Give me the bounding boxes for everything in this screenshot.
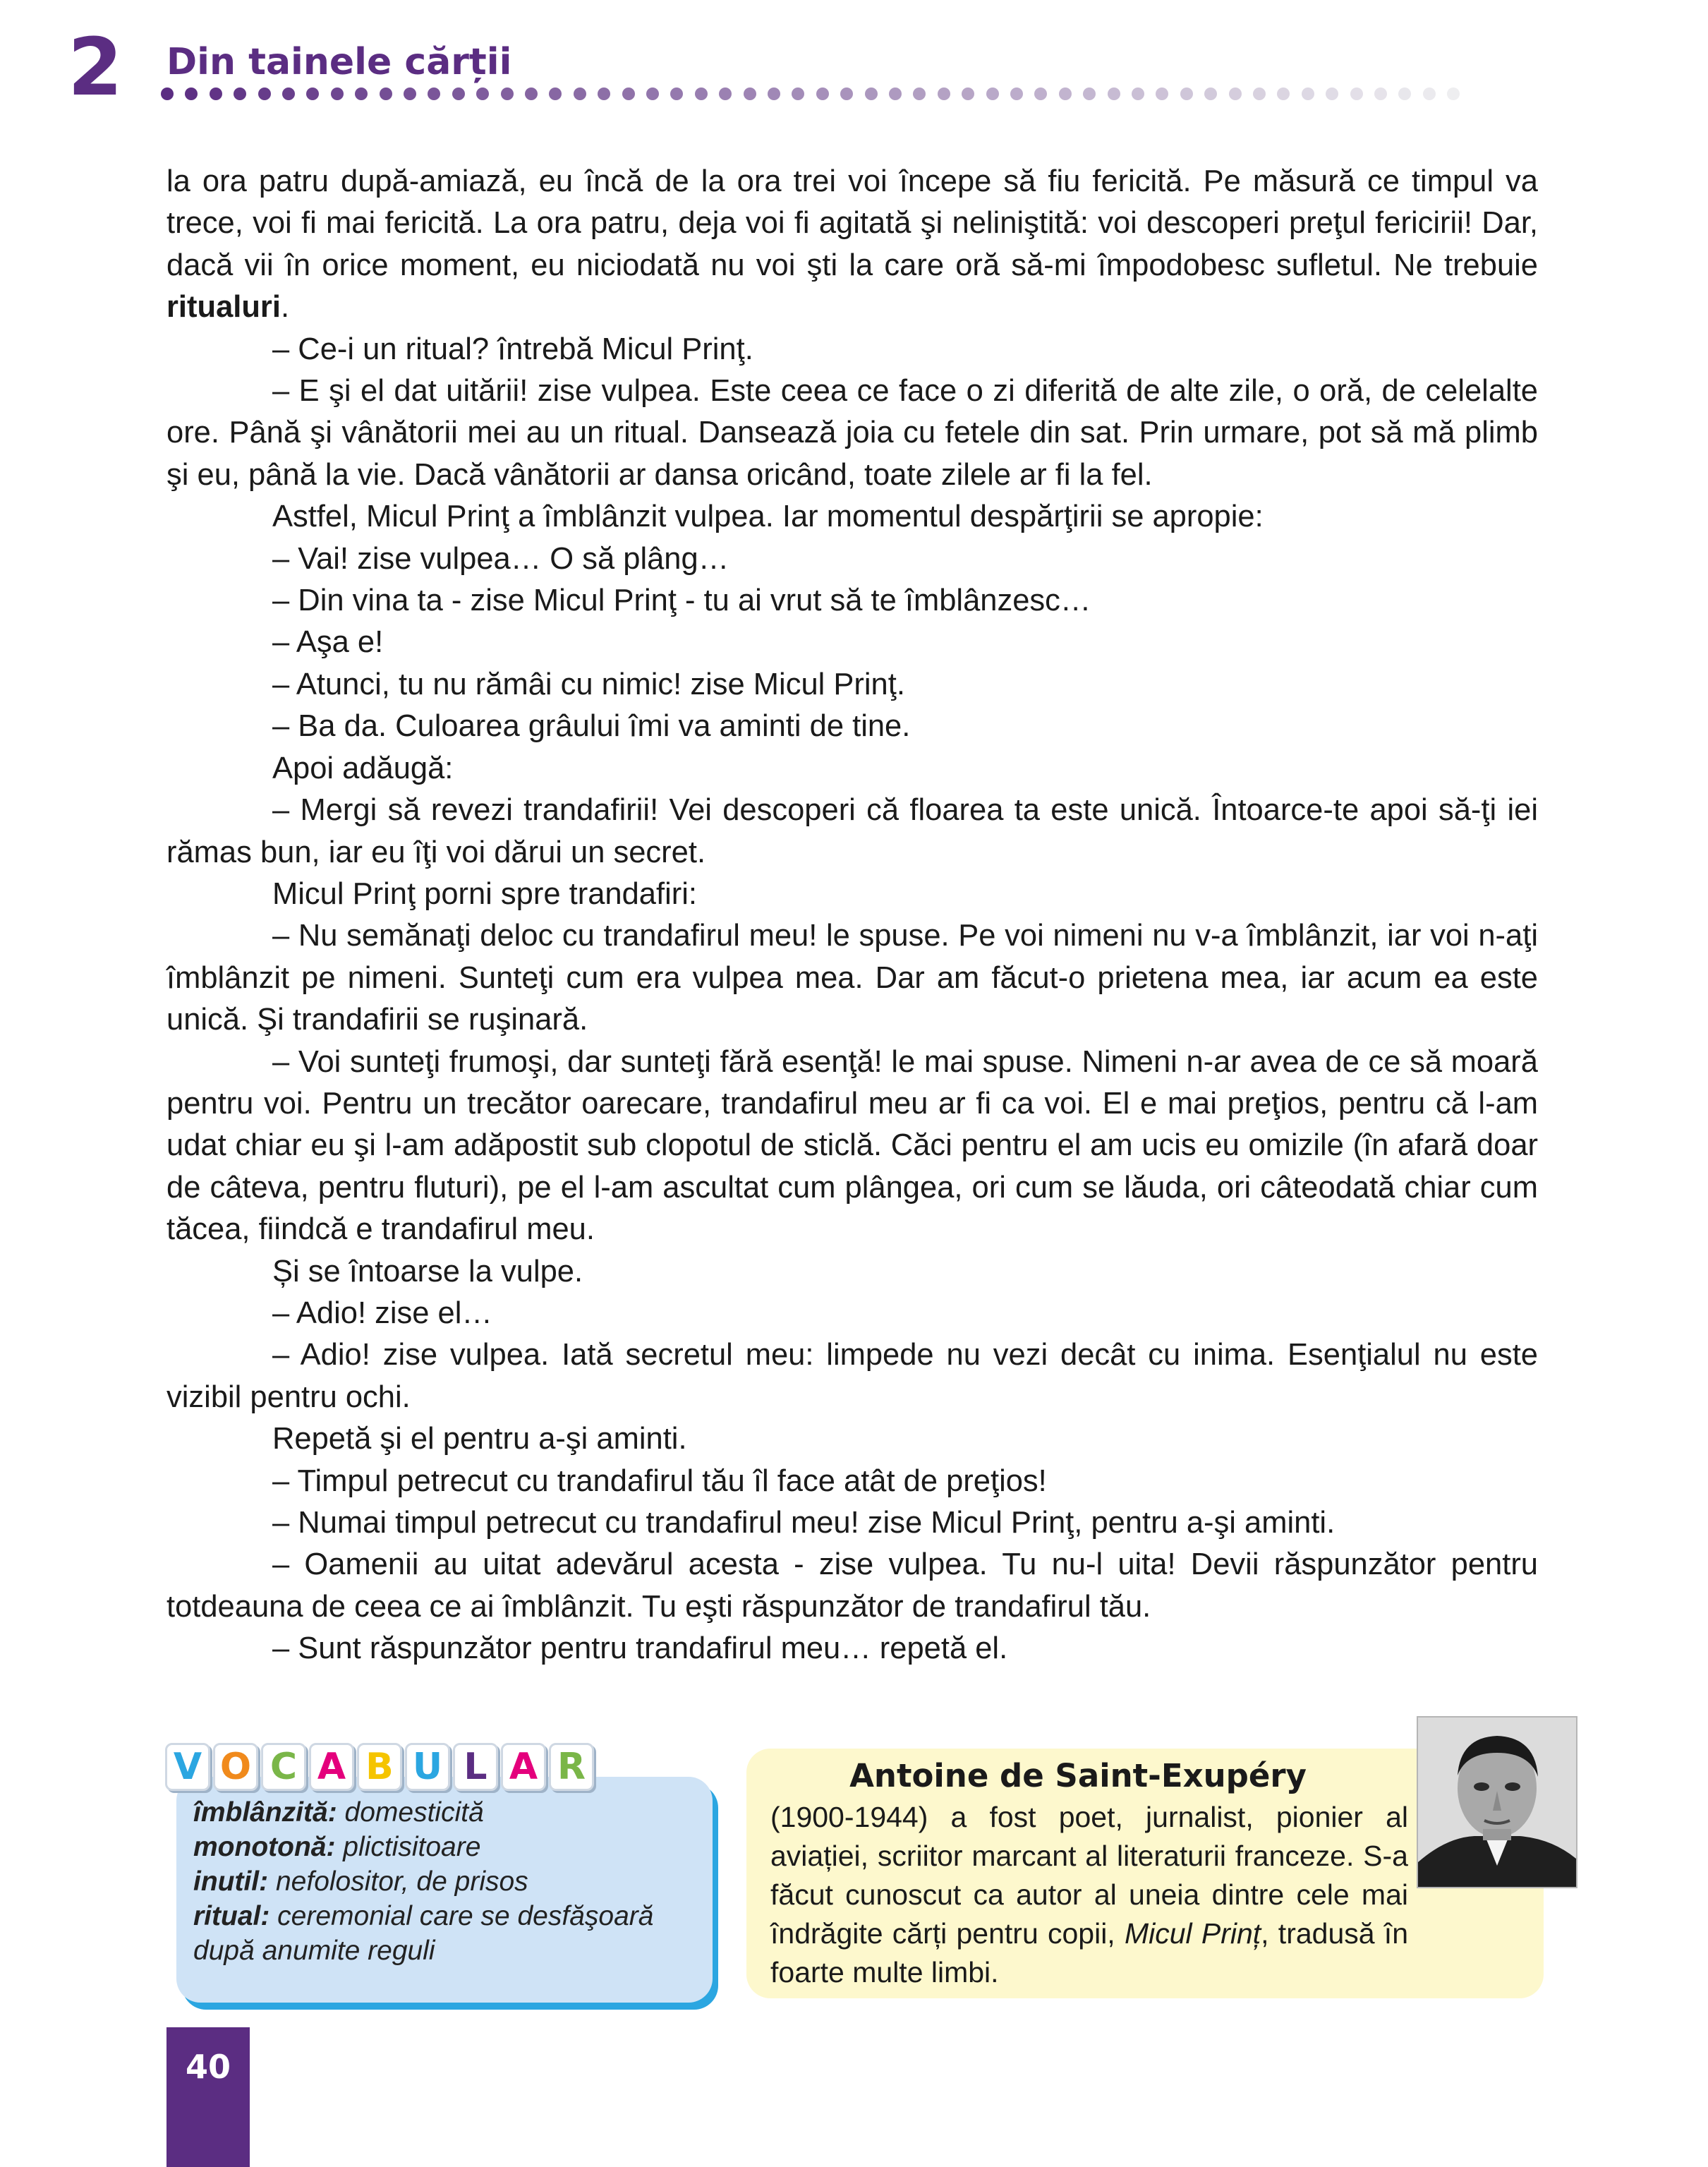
emphasized-term: ritualuri [166,290,281,325]
story-paragraph [166,622,1538,663]
paragraph-text-end: . [280,290,290,325]
paragraph-text: – Ba da. Culoarea grâului îmi va aminti de tine. [272,709,911,744]
paragraph-text: – Aşa e! [272,625,384,660]
divider-dot [646,87,659,100]
dotted-divider [161,87,1487,106]
divider-dot [185,87,198,100]
divider-dot [306,87,319,100]
divider-dot [574,87,586,100]
vocabulary-letter-block: B [357,1743,402,1791]
paragraph-text: – Timpul petrecut cu trandafirul tău îl face atât de preţios! [272,1463,1047,1498]
vocabulary-definition: ceremonial care se desfăşoară după anumite reguli [193,1901,654,1966]
divider-dot [840,87,853,100]
story-paragraph [166,1042,1538,1251]
divider-dot [1253,87,1266,100]
divider-dot [1204,87,1217,100]
story-paragraph [166,1334,1538,1418]
divider-dot [1108,87,1120,100]
paragraph-text: – Vai! zise vulpea… O să plâng… [272,541,729,576]
paragraph-text: Astfel, Micul Prinţ a îmblânzit vulpea. Iar momentul despărţirii se apropie: [272,500,1264,534]
paragraph-text: – Ce-i un ritual? întrebă Micul Prinţ. [272,332,753,366]
divider-dot [1010,87,1023,100]
bio-text-end: , tradusă în foarte multe limbi. [770,1917,1408,1988]
divider-dot [476,87,489,100]
divider-dot [1326,87,1338,100]
story-paragraph [166,915,1538,1041]
vocabulary-entry [193,1795,687,1830]
divider-dot [865,87,878,100]
author-bio [770,1798,1408,1992]
author-portrait-image [1418,1718,1576,1887]
divider-dot [1229,87,1242,100]
divider-dot [986,87,999,100]
divider-dot [501,87,514,100]
story-paragraph [166,329,1538,370]
story-paragraph [166,1418,1538,1460]
vocabulary-letter-block: R [549,1743,594,1791]
story-paragraph [166,874,1538,915]
divider-dot [719,87,732,100]
divider-dot [913,87,926,100]
story-paragraph [166,1502,1538,1544]
divider-dot [428,87,440,100]
divider-dot [1423,87,1436,100]
vocabulary-letter-block: L [453,1743,498,1791]
vocabulary-letter-block: A [501,1743,546,1791]
divider-dot [452,87,465,100]
vocabulary-letter-block: O [213,1743,258,1791]
story-paragraph [166,790,1538,874]
divider-dot [549,87,562,100]
divider-dot [1447,87,1460,100]
paragraph-text: – E şi el dat uitării! zise vulpea. Este ceea ce face o zi diferită de alte zile, o oră, de celelalte ore. Până şi vânătorii mei au un ritual. Dansează joia cu fetele din sat. Prin urmare, pot să mă plimb şi eu, până la vie. Dacă vânătorii ar dansa oricând, toate zilele ar fi la fel. [166,374,1538,492]
story-paragraph [166,1293,1538,1334]
divider-dot [1398,87,1411,100]
divider-dot [404,87,416,100]
vocabulary-term: îmblânzită: [193,1797,337,1828]
divider-dot [1132,87,1144,100]
paragraph-text: – Atunci, tu nu rămâi cu nimic! zise Micul Prinţ. [272,667,905,701]
page-number: 40 [185,2048,231,2086]
divider-dot [331,87,344,100]
paragraph-text: Apoi adăugă: [272,751,454,785]
vocabulary-letter-block: V [165,1743,210,1791]
story-paragraph [166,664,1538,706]
vocabulary-entry [193,1899,687,1968]
divider-dot [598,87,610,100]
vocabulary-letter-block: C [261,1743,306,1791]
divider-dot [380,87,392,100]
vocabulary-term: inutil: [193,1866,269,1897]
paragraph-text: – Numai timpul petrecut cu trandafirul meu! zise Micul Prinţ, pentru a-şi aminti. [272,1506,1335,1540]
vocabulary-term: monotonă: [193,1832,336,1862]
divider-dot [1374,87,1387,100]
story-paragraph [166,1461,1538,1502]
divider-dot [816,87,829,100]
bio-book-title: Micul Prinț [1124,1917,1261,1950]
paragraph-text: – Mergi să revezi trandafirii! Vei descoperi că floarea ta este unică. Întoarce-te apoi să-ţi iei rămas bun, iar eu îţi voi dărui un secret. [166,793,1538,869]
story-paragraph [166,538,1538,580]
divider-dot [744,87,756,100]
vocabulary-letter-block: A [309,1743,354,1791]
divider-dot [161,87,174,100]
divider-dot [282,87,295,100]
divider-dot [622,87,635,100]
divider-dot [210,87,222,100]
author-name: Antoine de Saint-Exupéry [849,1757,1307,1794]
paragraph-text: Repetă şi el pentru a-şi aminti. [272,1422,687,1456]
paragraph-text: – Adio! zise vulpea. Iată secretul meu: limpede nu vezi decât cu inima. Esenţialul nu este vizibil pentru ochi. [166,1338,1538,1414]
divider-dot [962,87,974,100]
divider-dot [1302,87,1314,100]
divider-dot [889,87,902,100]
divider-dot [258,87,271,100]
vocabulary-entry [193,1830,687,1864]
story-paragraph [166,1628,1538,1670]
story-paragraph [166,161,1538,329]
paragraph-text: – Adio! zise el… [272,1296,492,1330]
divider-dot [695,87,708,100]
paragraph-text: – Sunt răspunzător pentru trandafirul meu… repetă el. [272,1631,1008,1666]
story-paragraph [166,370,1538,496]
story-text [166,161,1538,1670]
vocabulary-entries [193,1795,687,1968]
story-paragraph [166,1544,1538,1628]
divider-dot [792,87,804,100]
divider-dot [355,87,368,100]
paragraph-text: – Oamenii au uitat adevărul acesta - zise vulpea. Tu nu-l uita! Devii răspunzător pentru totdeauna de ceea ce ai îmblânzit. Tu eşti răspunzător de trandafirul tău. [166,1547,1538,1624]
chapter-number: 2 [68,22,123,114]
divider-dot [234,87,246,100]
divider-dot [1034,87,1047,100]
divider-dot [1156,87,1168,100]
vocabulary-letter-block: U [405,1743,450,1791]
story-paragraph [166,706,1538,747]
divider-dot [1180,87,1193,100]
divider-dot [670,87,683,100]
paragraph-text: – Voi sunteţi frumoşi, dar sunteţi fără esenţă! le mai spuse. Nimeni n-ar avea de ce să moară pentru voi. Pentru un trecător oarecare, trandafirul meu ar fi ca voi. El e mai preţios, pentru că l-am udat chiar eu şi l-am adăpostit sub clopotul de sticlă. Căci pentru el am ucis eu omizile (în afară doar de câteva, pentru fluturi), pe el l-am ascultat cum plângea, ori cum se lăuda, ori câteodată chiar cum tăcea, fiindcă e trandafirul meu. [166,1044,1538,1247]
paragraph-text: Micul Prinţ porni spre trandafiri: [272,876,697,911]
divider-dot [938,87,950,100]
author-portrait [1417,1716,1577,1888]
divider-dot [1277,87,1290,100]
divider-dot [1350,87,1363,100]
vocabulary-definition: domesticită [337,1797,484,1828]
vocabulary-definition: plictisitoare [335,1832,481,1862]
story-paragraph [166,580,1538,622]
chapter-title: Din tainele cărții [166,41,512,83]
vocabulary-definition: nefolositor, de prisos [268,1866,528,1897]
vocabulary-term: ritual: [193,1901,270,1931]
divider-dot [525,87,538,100]
vocabulary-title [165,1743,597,1795]
paragraph-text: la ora patru după-amiază, eu încă de la ora trei voi începe să fiu fericită. Pe măsură ce timpul va trece, voi fi mai fericită. La ora patru, deja voi fi agitată şi neliniştită: voi descoperi preţul fericirii! Dar, dacă vii în orice moment, eu niciodată nu voi şti la care oră să-mi împodobesc sufletul. Ne trebuie [166,164,1538,282]
paragraph-text: – Nu semănaţi deloc cu trandafirul meu! le spuse. Pe voi nimeni nu v-a îmblânzit, iar voi n-aţi îmblânzit pe nimeni. Sunteţi cum era vulpea mea. Dar am făcut-o prietena mea, iar acum ea este unică. Şi trandafirii se ruşinară. [166,919,1538,1037]
story-paragraph [166,748,1538,790]
paragraph-text: – Din vina ta - zise Micul Prinţ - tu ai vrut să te îmblânzesc… [272,584,1091,618]
bio-text-start: (1900-1944) a fost poet, jurnalist, pionier al aviației, scriitor marcant al literaturii franceze. S-a făcut cunoscut ca autor al uneia dintre cele mai îndrăgite cărți pentru copii, [770,1801,1408,1950]
story-paragraph [166,1251,1538,1293]
divider-dot [768,87,780,100]
divider-dot [1059,87,1072,100]
vocabulary-panel [165,1743,722,2011]
divider-dot [1083,87,1096,100]
paragraph-text: Și se întoarse la vulpe. [272,1254,583,1288]
vocabulary-entry [193,1864,687,1899]
story-paragraph [166,496,1538,538]
